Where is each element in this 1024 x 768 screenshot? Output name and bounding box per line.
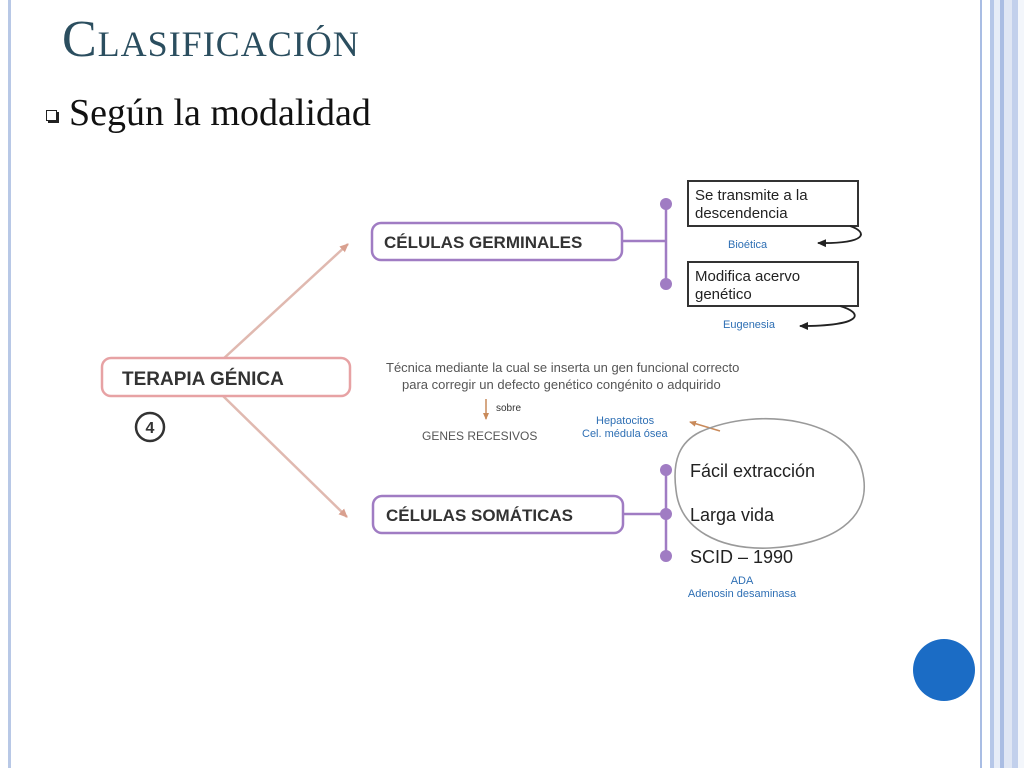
- somatic-item-3: SCID – 1990: [690, 547, 794, 567]
- slide-title: Clasificación: [62, 11, 360, 68]
- definition-line-2: para corregir un defecto genético congénito o adquirido: [402, 377, 721, 392]
- germinal-dot-1: [660, 198, 672, 210]
- somatic-dot-2: [660, 508, 672, 520]
- germinal-item-1-line-2: descendencia: [695, 205, 788, 222]
- germinal-item-2-note: Eugenesia: [723, 319, 775, 331]
- root-label: TERAPIA GÉNICA: [122, 369, 284, 390]
- bioetica-arrow: [818, 226, 861, 243]
- cells-note-line-2: Cel. médula ósea: [582, 428, 668, 440]
- arrow-to-somatic: [222, 395, 347, 517]
- bullet-text: Según la modalidad: [69, 92, 371, 134]
- highlight-loop: [675, 419, 864, 548]
- somatic-dot-3: [660, 550, 672, 562]
- eugenesia-arrow: [800, 306, 855, 326]
- definition-line-1: Técnica mediante la cual se inserta un gen funcional correcto: [386, 360, 740, 375]
- footnote-line-2: Adenosin desaminasa: [687, 588, 797, 600]
- germinal-dot-2: [660, 278, 672, 290]
- somatic-item-1: Fácil extracción: [690, 461, 816, 481]
- germinal-item-2-line-1: Modifica acervo: [695, 268, 801, 285]
- definition-connector: sobre: [496, 403, 522, 414]
- footnote-line-1: ADA: [730, 575, 754, 587]
- germinal-item-2-line-2: genético: [695, 286, 752, 303]
- cells-note-line-1: Hepatocitos: [596, 415, 655, 427]
- somatic-dot-1: [660, 464, 672, 476]
- step-number: 4: [145, 420, 155, 437]
- somatic-item-2: Larga vida: [690, 505, 775, 525]
- germinal-item-1-line-1: Se transmite a la: [695, 187, 808, 204]
- decorative-blue-circle: [913, 639, 975, 701]
- definition-target: GENES RECESIVOS: [422, 429, 538, 443]
- somatic-label: CÉLULAS SOMÁTICAS: [386, 506, 573, 525]
- arrow-to-germinal: [222, 244, 348, 360]
- germinal-label: CÉLULAS GERMINALES: [384, 233, 583, 252]
- germinal-item-1-note: Bioética: [728, 239, 768, 251]
